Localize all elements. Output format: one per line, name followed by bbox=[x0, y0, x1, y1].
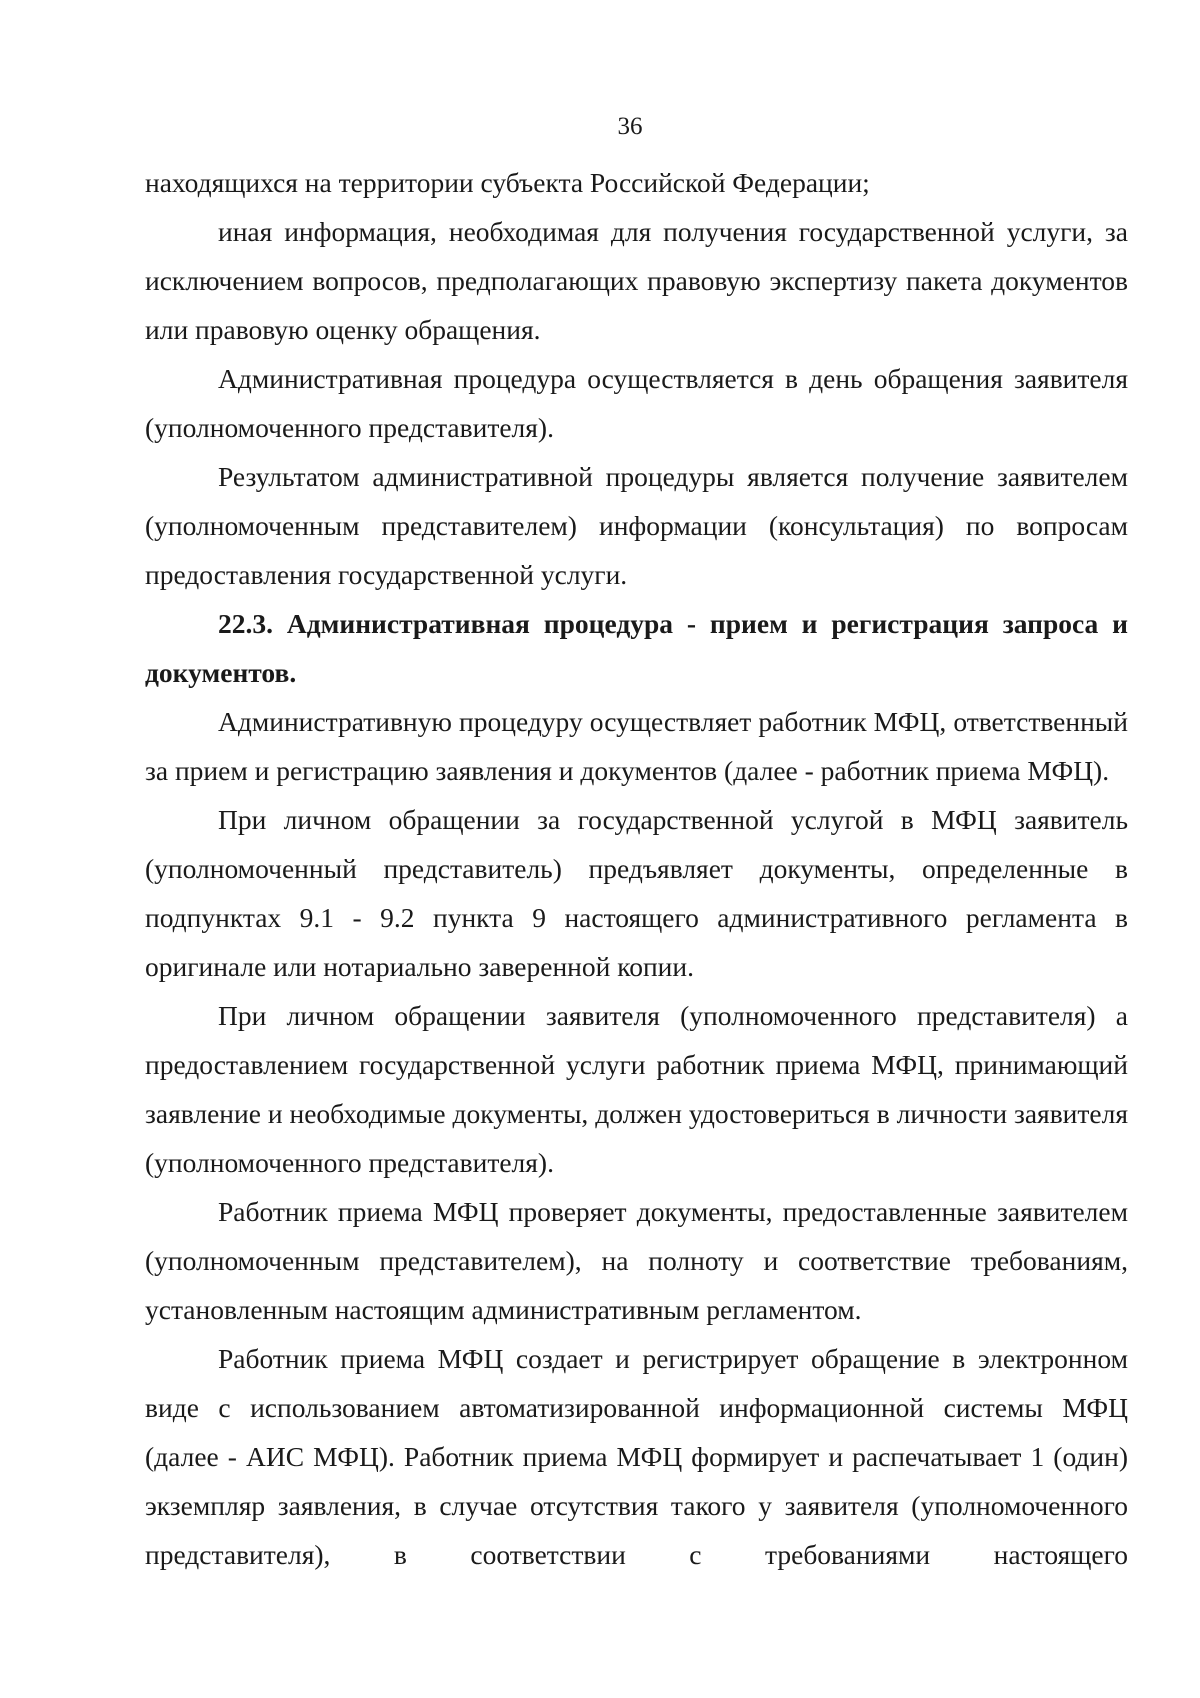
document-body bbox=[145, 158, 1128, 1579]
paragraph-procedure-result: Результатом административной процедуры является получение заявителем (уполномоченным представителем) информации (консультация) по вопросам предоставления государственной услуги. bbox=[145, 461, 1128, 590]
paragraph-mfc-worker: Административную процедуру осуществляет работник МФЦ, ответственный за прием и регистрацию заявления и документов (далее - работник приема МФЦ). bbox=[145, 706, 1128, 786]
paragraph-procedure-day: Административная процедура осуществляется в день обращения заявителя (уполномоченного представителя). bbox=[145, 363, 1128, 443]
paragraph-personal-appeal-documents: При личном обращении за государственной услугой в МФЦ заявитель (уполномоченный представитель) предъявляет документы, определенные в подпунктах 9.1 - 9.2 пункта 9 настоящего административного регламента в оригинале или нотариально заверенной копии. bbox=[145, 804, 1128, 982]
paragraph-other-info: иная информация, необходимая для получения государственной услуги, за исключением вопросов, предполагающих правовую экспертизу пакета документов или правовую оценку обращения. bbox=[145, 216, 1128, 345]
paragraph-identity-verification: При личном обращении заявителя (уполномоченного представителя) а предоставлением государственной услуги работник приема МФЦ, принимающий заявление и необходимые документы, должен удостовериться в личности заявителя (уполномоченного представителя). bbox=[145, 1000, 1128, 1178]
section-heading-22-3: 22.3. Административная процедура - прием и регистрация запроса и документов. bbox=[145, 608, 1128, 688]
paragraph-continuation: находящихся на территории субъекта Российской Федерации; bbox=[145, 167, 870, 198]
paragraph-registration: Работник приема МФЦ создает и регистрирует обращение в электронном виде с использованием автоматизированной информационной системы МФЦ (далее - АИС МФЦ). Работник приема МФЦ формирует и распечатывает 1 (один) экземпляр заявления, в случае отсутствия такого у заявителя (уполномоченного представителя), в соответствии с требованиями настоящего bbox=[145, 1343, 1128, 1570]
paragraph-document-check: Работник приема МФЦ проверяет документы, предоставленные заявителем (уполномоченным представителем), на полноту и соответствие требованиям, установленным настоящим административным регламентом. bbox=[145, 1196, 1128, 1325]
page-number: 36 bbox=[617, 113, 643, 140]
